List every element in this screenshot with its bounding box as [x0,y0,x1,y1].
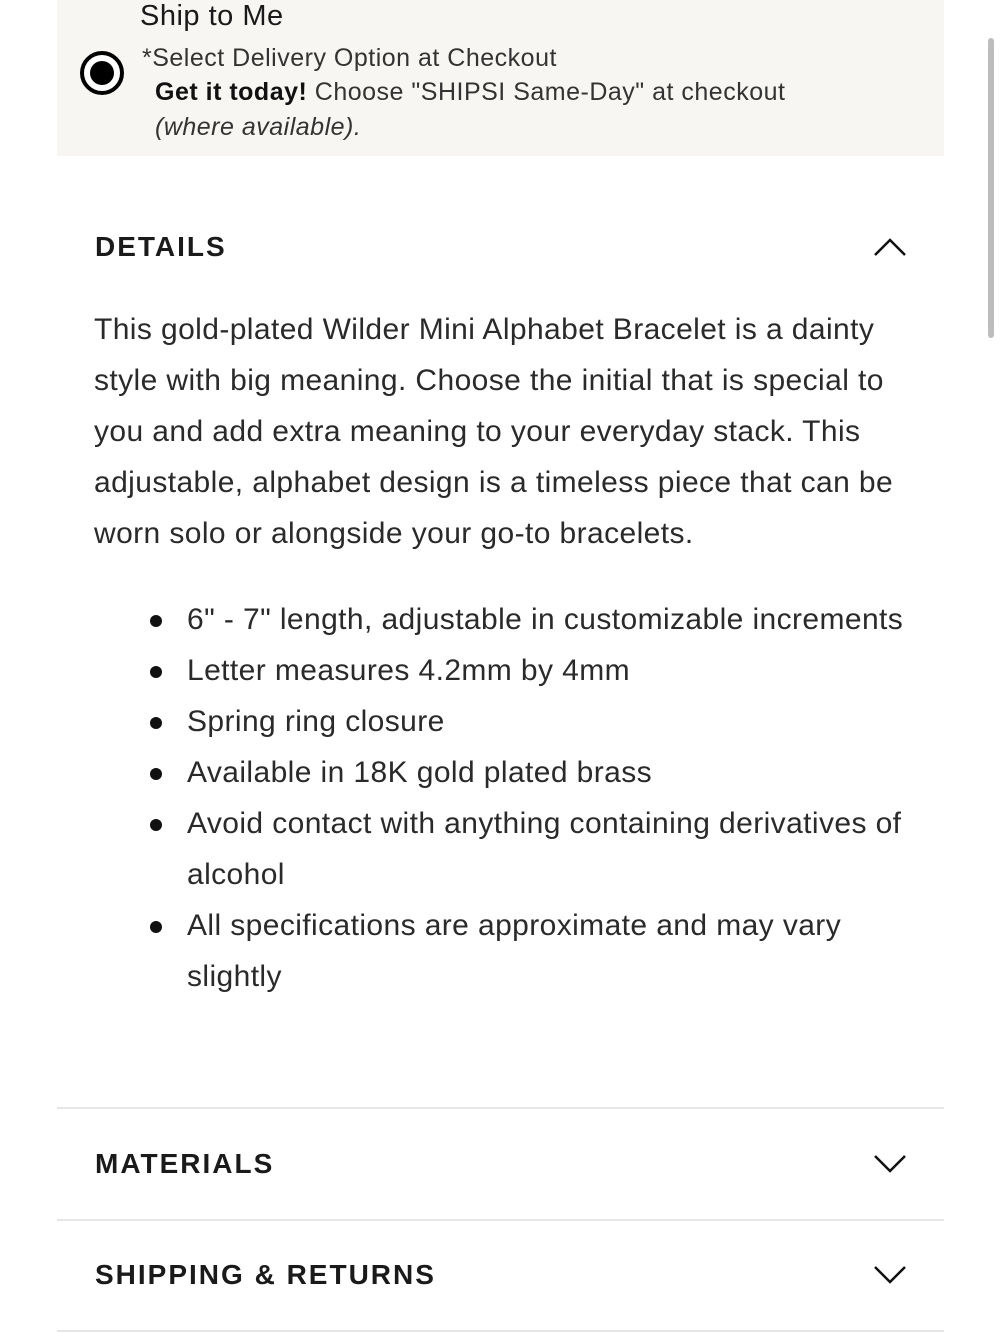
list-item: Available in 18K gold plated brass [187,747,907,798]
divider [57,1330,944,1332]
list-item: Avoid contact with anything containing derivatives of alcohol [187,798,907,900]
materials-accordion-header[interactable]: MATERIALS [95,1148,275,1179]
scrollbar[interactable] [988,38,994,338]
ship-to-me-radio[interactable] [80,51,124,95]
chevron-up-icon[interactable] [873,237,907,257]
promo-text: Choose "SHIPSI Same-Day" at checkout [307,78,786,106]
list-item: Letter measures 4.2mm by 4mm [187,645,907,696]
details-accordion-header[interactable]: DETAILS [95,231,227,262]
same-day-promo [155,78,785,107]
list-item: All specifications are approximate and may vary slightly [187,900,907,1002]
ship-option-title: Ship to Me [140,0,284,32]
divider [57,1107,944,1109]
details-description: This gold-plated Wilder Mini Alphabet Bracelet is a dainty style with big meaning. Choose the initial that is special to you and add extra meaning to your everyday stack. This adjustable, alphabet design is a timeless piece that can be worn solo or alongside your go-to bracelets. [94,313,894,550]
shipping-returns-accordion-header[interactable]: SHIPPING & RETURNS [95,1259,436,1290]
chevron-down-icon[interactable] [873,1265,907,1285]
delivery-option-note: *Select Delivery Option at Checkout [142,44,557,72]
divider [57,1219,944,1221]
promo-bold: Get it today! [155,78,308,106]
list-item: 6" - 7" length, adjustable in customizable increments [187,594,907,645]
chevron-down-icon[interactable] [873,1154,907,1174]
details-bullet-list [187,594,907,1002]
list-item: Spring ring closure [187,696,907,747]
promo-availability: (where available). [155,113,362,141]
